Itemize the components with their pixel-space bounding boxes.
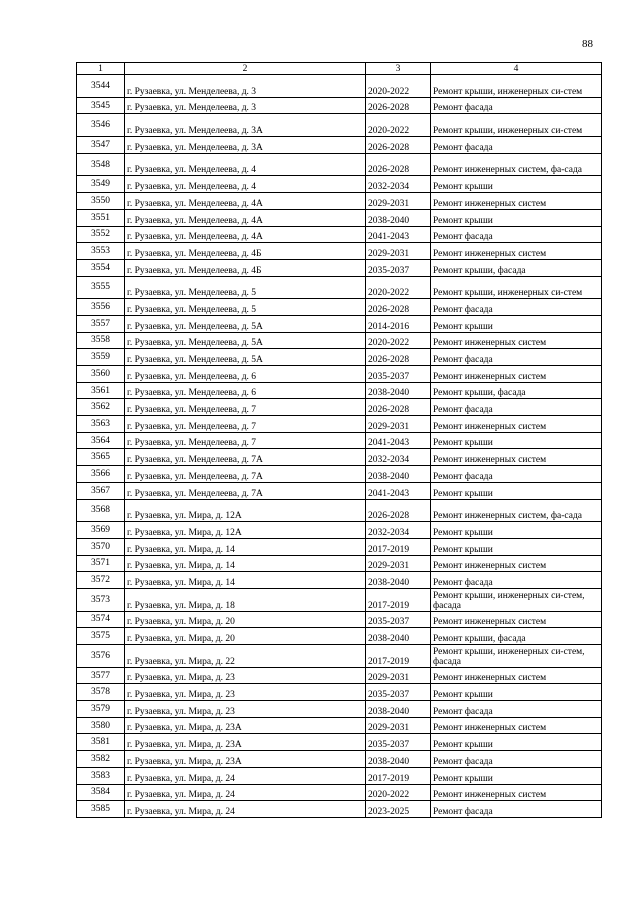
work-type-cell: Ремонт инженерных систем, фа-сада [431, 499, 602, 522]
work-type-cell: Ремонт крыши [431, 432, 602, 449]
table-row [77, 588, 602, 611]
work-type-cell: Ремонт крыши [431, 209, 602, 226]
work-type-cell: Ремонт фасада [431, 137, 602, 154]
period-cell: 2029-2031 [366, 717, 431, 734]
work-type-cell: Ремонт крыши, инженерных си-стем, фасада [431, 645, 602, 668]
repair-schedule-table [76, 62, 602, 818]
work-type-cell: Ремонт фасада [431, 97, 602, 114]
work-type-cell: Ремонт фасада [431, 466, 602, 483]
work-type-cell: Ремонт инженерных систем [431, 366, 602, 383]
work-type-cell: Ремонт крыши [431, 734, 602, 751]
period-cell: 2029-2031 [366, 193, 431, 210]
work-type-cell: Ремонт фасада [431, 701, 602, 718]
row-number-cell: 3562 [77, 399, 125, 416]
period-cell: 2041-2043 [366, 432, 431, 449]
period-cell: 2020-2022 [366, 784, 431, 801]
period-cell: 2023-2025 [366, 801, 431, 818]
row-number-cell: 3547 [77, 137, 125, 154]
period-cell: 2029-2031 [366, 555, 431, 572]
row-number-cell: 3580 [77, 717, 125, 734]
work-type-cell: Ремонт инженерных систем [431, 667, 602, 684]
table-row [77, 667, 602, 684]
table-row [77, 315, 602, 332]
address-cell: г. Рузаевка, ул. Менделеева, д. 4Б [125, 243, 366, 260]
table-row [77, 276, 602, 299]
period-cell: 2038-2040 [366, 382, 431, 399]
work-type-cell: Ремонт крыши, инженерных си-стем, фасада [431, 588, 602, 611]
row-number-cell: 3552 [77, 226, 125, 243]
address-cell: г. Рузаевка, ул. Менделеева, д. 4А [125, 193, 366, 210]
address-cell: г. Рузаевка, ул. Мира, д. 23А [125, 734, 366, 751]
work-type-cell: Ремонт фасада [431, 349, 602, 366]
table-row [77, 701, 602, 718]
period-cell: 2032-2034 [366, 176, 431, 193]
work-type-cell: Ремонт крыши, фасада [431, 259, 602, 276]
table-row [77, 299, 602, 316]
work-type-cell: Ремонт фасада [431, 572, 602, 589]
address-cell: г. Рузаевка, ул. Мира, д. 14 [125, 538, 366, 555]
row-number-cell: 3549 [77, 176, 125, 193]
address-cell: г. Рузаевка, ул. Менделеева, д. 5А [125, 332, 366, 349]
work-type-cell: Ремонт инженерных систем [431, 717, 602, 734]
address-cell: г. Рузаевка, ул. Мира, д. 23 [125, 684, 366, 701]
table-row [77, 137, 602, 154]
row-number-cell: 3560 [77, 366, 125, 383]
period-cell: 2020-2022 [366, 114, 431, 137]
address-cell: г. Рузаевка, ул. Менделеева, д. 5 [125, 299, 366, 316]
row-number-cell: 3575 [77, 628, 125, 645]
period-cell: 2038-2040 [366, 701, 431, 718]
table-row [77, 538, 602, 555]
column-header-period: 3 [366, 63, 431, 75]
address-cell: г. Рузаевка, ул. Мира, д. 23 [125, 667, 366, 684]
work-type-cell: Ремонт крыши, инженерных си-стем [431, 114, 602, 137]
period-cell: 2038-2040 [366, 751, 431, 768]
row-number-cell: 3557 [77, 315, 125, 332]
table-row [77, 611, 602, 628]
row-number-cell: 3555 [77, 276, 125, 299]
period-cell: 2026-2028 [366, 299, 431, 316]
address-cell: г. Рузаевка, ул. Менделеева, д. 4 [125, 176, 366, 193]
period-cell: 2026-2028 [366, 499, 431, 522]
row-number-cell: 3550 [77, 193, 125, 210]
row-number-cell: 3548 [77, 153, 125, 176]
work-type-cell: Ремонт инженерных систем [431, 555, 602, 572]
table-row [77, 751, 602, 768]
row-number-cell: 3582 [77, 751, 125, 768]
work-type-cell: Ремонт крыши [431, 482, 602, 499]
address-cell: г. Рузаевка, ул. Менделеева, д. 7 [125, 432, 366, 449]
period-cell: 2038-2040 [366, 628, 431, 645]
column-header-number: 1 [77, 63, 125, 75]
row-number-cell: 3546 [77, 114, 125, 137]
address-cell: г. Рузаевка, ул. Менделеева, д. 7А [125, 449, 366, 466]
address-cell: г. Рузаевка, ул. Менделеева, д. 4А [125, 226, 366, 243]
period-cell: 2026-2028 [366, 349, 431, 366]
table-row [77, 645, 602, 668]
address-cell: г. Рузаевка, ул. Менделеева, д. 7 [125, 416, 366, 433]
row-number-cell: 3558 [77, 332, 125, 349]
period-cell: 2038-2040 [366, 209, 431, 226]
period-cell: 2017-2019 [366, 588, 431, 611]
address-cell: г. Рузаевка, ул. Менделеева, д. 7 [125, 399, 366, 416]
work-type-cell: Ремонт крыши, инженерных си-стем [431, 75, 602, 98]
table-row [77, 97, 602, 114]
period-cell: 2035-2037 [366, 366, 431, 383]
table-row [77, 349, 602, 366]
row-number-cell: 3583 [77, 767, 125, 784]
work-type-cell: Ремонт крыши [431, 684, 602, 701]
work-type-cell: Ремонт крыши [431, 315, 602, 332]
work-type-cell: Ремонт крыши [431, 538, 602, 555]
address-cell: г. Рузаевка, ул. Менделеева, д. 3 [125, 97, 366, 114]
address-cell: г. Рузаевка, ул. Менделеева, д. 5А [125, 315, 366, 332]
work-type-cell: Ремонт фасада [431, 399, 602, 416]
address-cell: г. Рузаевка, ул. Менделеева, д. 3А [125, 114, 366, 137]
work-type-cell: Ремонт фасада [431, 751, 602, 768]
row-number-cell: 3573 [77, 588, 125, 611]
address-cell: г. Рузаевка, ул. Мира, д. 24 [125, 784, 366, 801]
table-row [77, 366, 602, 383]
row-number-cell: 3561 [77, 382, 125, 399]
period-cell: 2035-2037 [366, 611, 431, 628]
period-cell: 2041-2043 [366, 482, 431, 499]
table-row [77, 153, 602, 176]
row-number-cell: 3563 [77, 416, 125, 433]
table-row [77, 717, 602, 734]
row-number-cell: 3569 [77, 522, 125, 539]
row-number-cell: 3545 [77, 97, 125, 114]
period-cell: 2032-2034 [366, 449, 431, 466]
period-cell: 2026-2028 [366, 399, 431, 416]
table-row [77, 628, 602, 645]
address-cell: г. Рузаевка, ул. Менделеева, д. 7А [125, 466, 366, 483]
row-number-cell: 3554 [77, 259, 125, 276]
period-cell: 2026-2028 [366, 153, 431, 176]
work-type-cell: Ремонт инженерных систем [431, 243, 602, 260]
column-header-work-type: 4 [431, 63, 602, 75]
row-number-cell: 3553 [77, 243, 125, 260]
work-type-cell: Ремонт инженерных систем [431, 784, 602, 801]
period-cell: 2038-2040 [366, 466, 431, 483]
table-row [77, 226, 602, 243]
address-cell: г. Рузаевка, ул. Менделеева, д. 5 [125, 276, 366, 299]
work-type-cell: Ремонт крыши [431, 767, 602, 784]
address-cell: г. Рузаевка, ул. Менделеева, д. 5А [125, 349, 366, 366]
row-number-cell: 3567 [77, 482, 125, 499]
table-row [77, 75, 602, 98]
work-type-cell: Ремонт крыши, фасада [431, 628, 602, 645]
address-cell: г. Рузаевка, ул. Мира, д. 20 [125, 628, 366, 645]
work-type-cell: Ремонт инженерных систем [431, 416, 602, 433]
row-number-cell: 3572 [77, 572, 125, 589]
address-cell: г. Рузаевка, ул. Мира, д. 12А [125, 522, 366, 539]
period-cell: 2029-2031 [366, 243, 431, 260]
period-cell: 2035-2037 [366, 259, 431, 276]
row-number-cell: 3581 [77, 734, 125, 751]
row-number-cell: 3566 [77, 466, 125, 483]
address-cell: г. Рузаевка, ул. Менделеева, д. 4 [125, 153, 366, 176]
table-row [77, 767, 602, 784]
period-cell: 2029-2031 [366, 416, 431, 433]
address-cell: г. Рузаевка, ул. Менделеева, д. 4Б [125, 259, 366, 276]
row-number-cell: 3579 [77, 701, 125, 718]
address-cell: г. Рузаевка, ул. Мира, д. 18 [125, 588, 366, 611]
work-type-cell: Ремонт крыши, фасада [431, 382, 602, 399]
period-cell: 2038-2040 [366, 572, 431, 589]
address-cell: г. Рузаевка, ул. Мира, д. 12А [125, 499, 366, 522]
table-row [77, 499, 602, 522]
work-type-cell: Ремонт фасада [431, 226, 602, 243]
table-body [77, 75, 602, 818]
row-number-cell: 3576 [77, 645, 125, 668]
period-cell: 2020-2022 [366, 276, 431, 299]
table-row [77, 555, 602, 572]
table-row [77, 176, 602, 193]
period-cell: 2017-2019 [366, 645, 431, 668]
work-type-cell: Ремонт инженерных систем [431, 332, 602, 349]
work-type-cell: Ремонт крыши [431, 522, 602, 539]
work-type-cell: Ремонт фасада [431, 801, 602, 818]
table-row [77, 449, 602, 466]
row-number-cell: 3559 [77, 349, 125, 366]
row-number-cell: 3568 [77, 499, 125, 522]
period-cell: 2032-2034 [366, 522, 431, 539]
period-cell: 2020-2022 [366, 332, 431, 349]
address-cell: г. Рузаевка, ул. Менделеева, д. 3 [125, 75, 366, 98]
table-row [77, 684, 602, 701]
table-row [77, 259, 602, 276]
address-cell: г. Рузаевка, ул. Менделеева, д. 3А [125, 137, 366, 154]
table-row [77, 243, 602, 260]
period-cell: 2017-2019 [366, 538, 431, 555]
table-row [77, 332, 602, 349]
address-cell: г. Рузаевка, ул. Мира, д. 24 [125, 767, 366, 784]
work-type-cell: Ремонт крыши [431, 176, 602, 193]
period-cell: 2017-2019 [366, 767, 431, 784]
work-type-cell: Ремонт инженерных систем [431, 449, 602, 466]
period-cell: 2029-2031 [366, 667, 431, 684]
table-row [77, 572, 602, 589]
work-type-cell: Ремонт инженерных систем [431, 193, 602, 210]
address-cell: г. Рузаевка, ул. Мира, д. 14 [125, 572, 366, 589]
address-cell: г. Рузаевка, ул. Мира, д. 22 [125, 645, 366, 668]
address-cell: г. Рузаевка, ул. Мира, д. 20 [125, 611, 366, 628]
address-cell: г. Рузаевка, ул. Менделеева, д. 6 [125, 366, 366, 383]
period-cell: 2014-2016 [366, 315, 431, 332]
table-row [77, 466, 602, 483]
address-cell: г. Рузаевка, ул. Мира, д. 24 [125, 801, 366, 818]
table-row [77, 432, 602, 449]
address-cell: г. Рузаевка, ул. Менделеева, д. 6 [125, 382, 366, 399]
column-header-address: 2 [125, 63, 366, 75]
table-row [77, 193, 602, 210]
work-type-cell: Ремонт инженерных систем, фа-сада [431, 153, 602, 176]
period-cell: 2026-2028 [366, 97, 431, 114]
address-cell: г. Рузаевка, ул. Менделеева, д. 4А [125, 209, 366, 226]
row-number-cell: 3564 [77, 432, 125, 449]
address-cell: г. Рузаевка, ул. Менделеева, д. 7А [125, 482, 366, 499]
table-row [77, 482, 602, 499]
row-number-cell: 3565 [77, 449, 125, 466]
period-cell: 2026-2028 [366, 137, 431, 154]
table-row [77, 522, 602, 539]
period-cell: 2020-2022 [366, 75, 431, 98]
period-cell: 2035-2037 [366, 684, 431, 701]
table-header-row [77, 63, 602, 75]
table-row [77, 209, 602, 226]
row-number-cell: 3584 [77, 784, 125, 801]
row-number-cell: 3585 [77, 801, 125, 818]
period-cell: 2035-2037 [366, 734, 431, 751]
address-cell: г. Рузаевка, ул. Мира, д. 23А [125, 717, 366, 734]
table-row [77, 784, 602, 801]
row-number-cell: 3570 [77, 538, 125, 555]
table-row [77, 114, 602, 137]
work-type-cell: Ремонт инженерных систем [431, 611, 602, 628]
row-number-cell: 3574 [77, 611, 125, 628]
work-type-cell: Ремонт крыши, инженерных си-стем [431, 276, 602, 299]
table-row [77, 399, 602, 416]
row-number-cell: 3571 [77, 555, 125, 572]
row-number-cell: 3578 [77, 684, 125, 701]
page-number: 88 [582, 38, 593, 50]
row-number-cell: 3556 [77, 299, 125, 316]
period-cell: 2041-2043 [366, 226, 431, 243]
row-number-cell: 3544 [77, 75, 125, 98]
table-row [77, 734, 602, 751]
address-cell: г. Рузаевка, ул. Мира, д. 23А [125, 751, 366, 768]
row-number-cell: 3577 [77, 667, 125, 684]
work-type-cell: Ремонт фасада [431, 299, 602, 316]
row-number-cell: 3551 [77, 209, 125, 226]
table-row [77, 801, 602, 818]
address-cell: г. Рузаевка, ул. Мира, д. 23 [125, 701, 366, 718]
address-cell: г. Рузаевка, ул. Мира, д. 14 [125, 555, 366, 572]
table-row [77, 382, 602, 399]
table-row [77, 416, 602, 433]
